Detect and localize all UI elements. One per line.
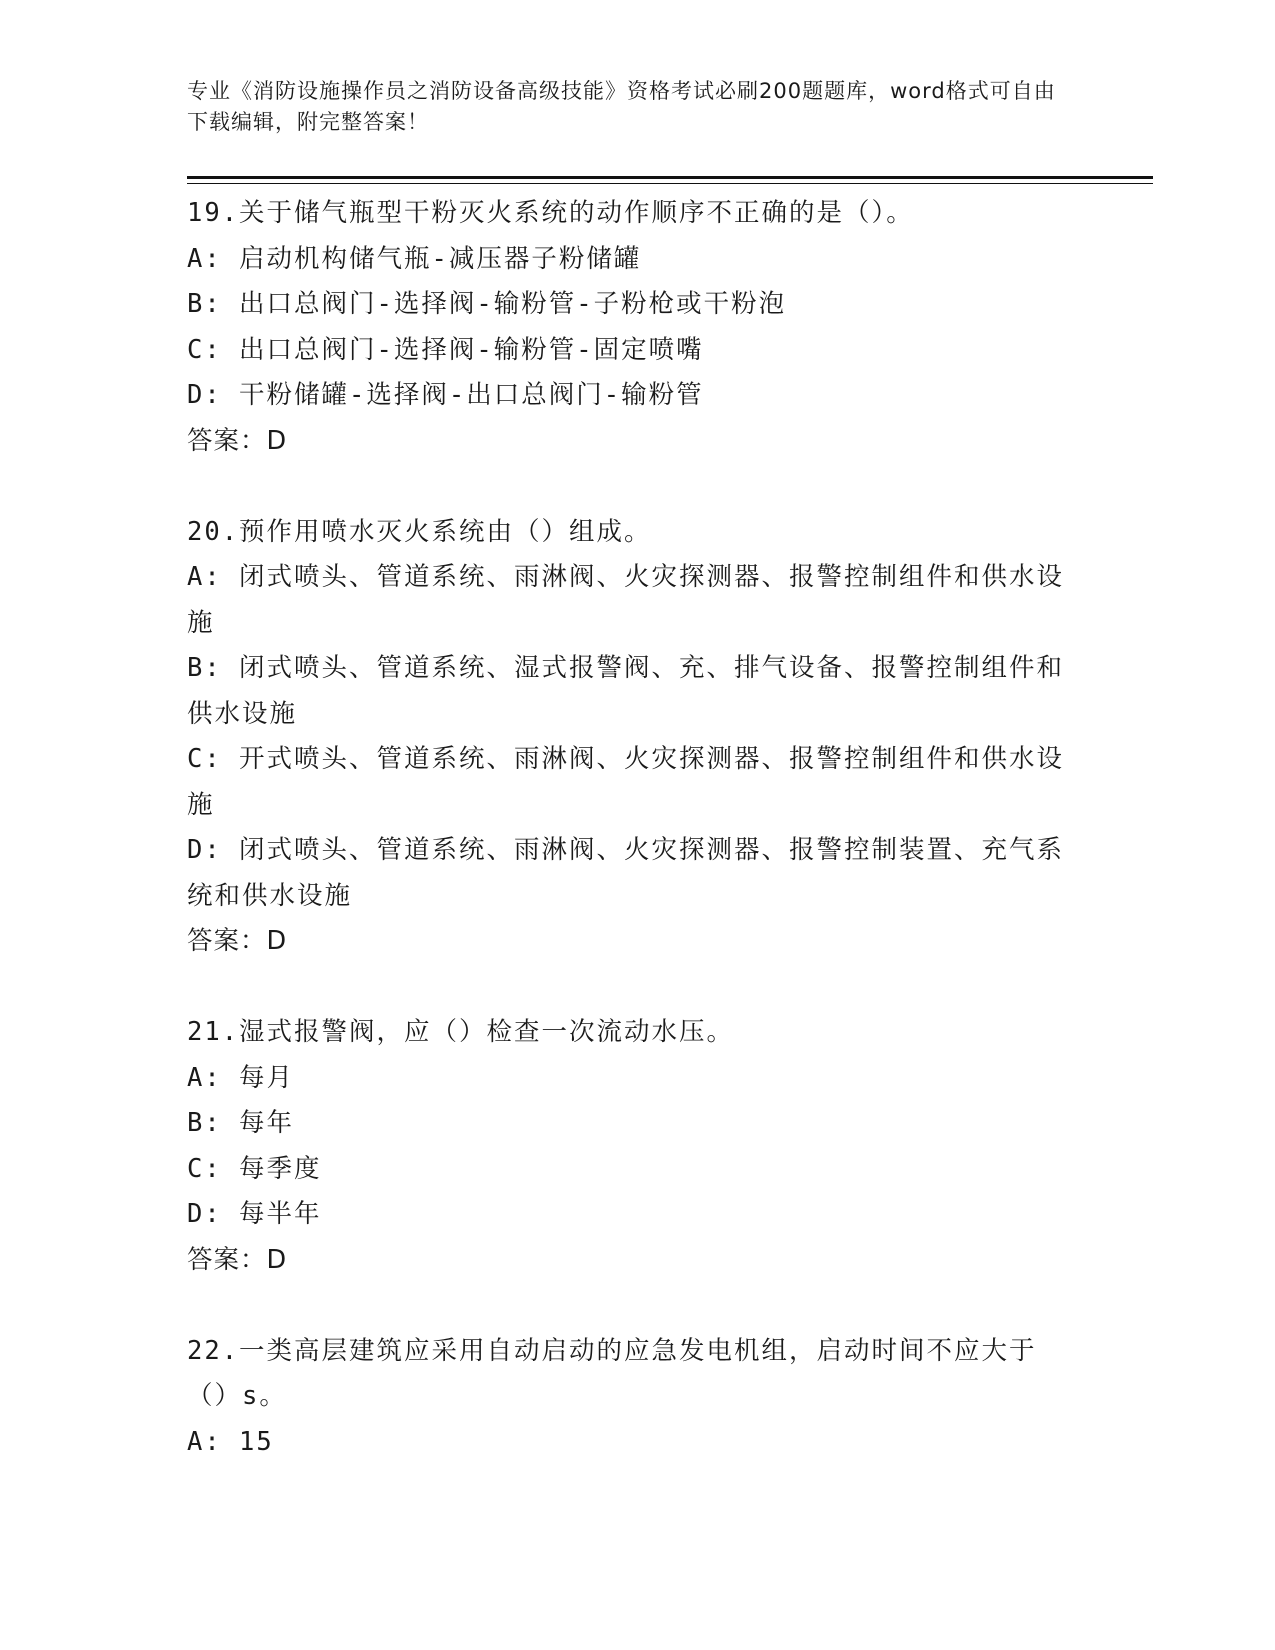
option-c: C: 每季度 <box>187 1153 322 1184</box>
document-intro: 专业《消防设施操作员之消防设备高级技能》资格考试必刷200题题库，word格式可自由下载编辑，附完整答案！ <box>187 79 1056 134</box>
option-b: B: 每年 <box>187 1108 295 1138</box>
option-c: C: 出口总阀门-选择阀-输粉管-固定喷嘴 <box>187 334 704 365</box>
question-stem: 19.关于储气瓶型干粉灭火系统的动作顺序不正确的是（）。 <box>187 198 914 228</box>
option-a: A: 闭式喷头、管道系统、雨淋阀、火灾探测器、报警控制组件和供水设施 <box>187 562 1065 638</box>
question-stem: 21.湿式报警阀，应（）检查一次流动水压。 <box>187 1017 735 1047</box>
option-a: A: 每月 <box>187 1062 295 1093</box>
option-d: D: 闭式喷头、管道系统、雨淋阀、火灾探测器、报警控制装置、充气系统和供水设施 <box>187 835 1065 911</box>
question-stem: 20.预作用喷水灭火系统由（）组成。 <box>187 516 652 547</box>
option-d: D: 干粉储罐-选择阀-出口总阀门-输粉管 <box>187 380 704 410</box>
answer: 答案：D <box>187 1244 288 1275</box>
answer: 答案：D <box>187 425 288 456</box>
option-b: B: 闭式喷头、管道系统、湿式报警阀、充、排气设备、报警控制组件和供水设施 <box>187 653 1065 729</box>
header-divider-thin <box>187 183 1153 184</box>
question-list <box>187 191 1067 1511</box>
option-a: A: 启动机构储气瓶-减压器子粉储罐 <box>187 243 642 274</box>
question-19 <box>187 191 1067 464</box>
question-22 <box>187 1329 1067 1466</box>
answer: 答案：D <box>187 926 288 956</box>
option-d: D: 每半年 <box>187 1199 322 1229</box>
question-20 <box>187 510 1067 965</box>
option-a: A: 15 <box>187 1426 274 1457</box>
option-c: C: 开式喷头、管道系统、雨淋阀、火灾探测器、报警控制组件和供水设施 <box>187 744 1065 820</box>
option-b: B: 出口总阀门-选择阀-输粉管-子粉枪或干粉泡 <box>187 289 787 319</box>
header-divider-thick <box>187 176 1153 179</box>
question-21 <box>187 1010 1067 1283</box>
question-stem: 22.一类高层建筑应采用自动启动的应急发电机组，启动时间不应大于（）s。 <box>187 1335 1037 1411</box>
